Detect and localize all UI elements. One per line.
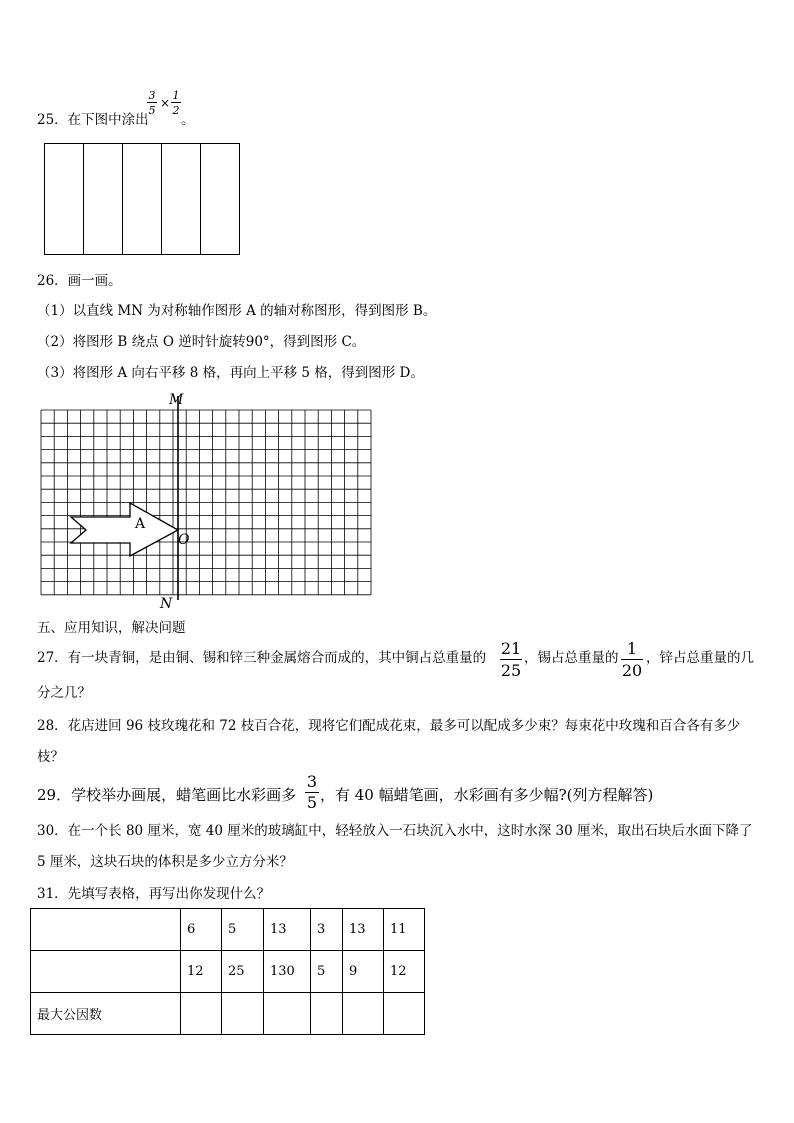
q29-frac-denominator: 5 [306,793,318,812]
table-cell: 9 [343,951,384,993]
table-row [31,993,425,1035]
q29-frac-numerator: 3 [306,772,318,791]
q25-rectangle-figure [44,143,241,256]
table-cell: 25 [222,951,264,993]
q27-frac1-bar [500,659,522,660]
table-cell: 3 [311,909,343,951]
q27-part2: ，锡占总重量的 [524,650,619,666]
table-cell: 11 [384,909,425,951]
table-cell: 5 [222,909,264,951]
table-cell[interactable] [264,993,311,1035]
table-cell: 12 [384,951,425,993]
table-cell: 13 [264,909,311,951]
table-cell: 13 [343,909,384,951]
table-cell[interactable] [222,993,264,1035]
table-cell: 6 [181,909,222,951]
q26-grid-figure [30,390,390,615]
q27-line2: 分之几？ [37,685,91,701]
q27-frac1-denominator: 25 [500,661,522,680]
q30-line1: 30．在一个长 80 厘米，宽 40 厘米的玻璃缸中，轻轻放入一石块沉入水中，这时水深 30 厘米，取出石块后水面下降了 [37,823,753,839]
shape-a [71,503,178,556]
table-row [31,951,425,993]
q25-frac2-bar [171,102,181,103]
q26-item-2: （2）将图形 B 绕点 O 逆时针旋转90°，得到图形 C。 [37,334,366,350]
q26-item-1: （1）以直线 MN 为对称轴作图形 A 的轴对称图形，得到图形 B。 [37,303,437,319]
q25-end: 。 [181,112,195,128]
q27-frac2-numerator: 1 [626,639,638,658]
q25-frac2-numerator: 1 [172,89,180,102]
table-cell[interactable] [311,993,343,1035]
q25-text: 25．在下图中涂出 [37,112,149,128]
table-cell: 5 [311,951,343,993]
table-cell[interactable] [384,993,425,1035]
q25-times: × [160,96,171,110]
table-cell: 最大公因数 [31,993,181,1035]
q27-frac2-bar [621,659,643,660]
label-n: N [160,596,173,612]
q25-frac1-denominator: 5 [148,104,156,117]
q31-table [30,908,425,1035]
q27-part3: ，锌占总重量的几 [646,650,754,666]
q31-title: 31．先填写表格，再写出你发现什么？ [37,886,271,902]
table-cell: 12 [181,951,222,993]
label-o: O [178,532,190,548]
q30-line2: 5 厘米，这块石块的体积是多少立方分米？ [37,854,293,870]
q29-part1: 29．学校举办画展，蜡笔画比水彩画多 [37,786,297,804]
q27-frac1-numerator: 21 [500,639,522,658]
grid-lines [41,410,371,595]
q28-line2: 枝？ [37,749,64,765]
label-a: A [135,516,146,532]
table-cell: 130 [264,951,311,993]
q27-part1: 27．有一块青铜，是由铜、锡和锌三种金属熔合而成的，其中铜占总重量的 [37,650,487,666]
q28-line1: 28．花店进回 96 枝玫瑰花和 72 枝百合花，现将它们配成花束，最多可以配成多少束？每束花中玫瑰和百合各有多少 [37,718,741,734]
q27-frac2-denominator: 20 [621,661,643,680]
q25-frac1-bar [147,102,157,103]
table-cell [31,909,181,951]
table-cell [31,951,181,993]
section5-title: 五、应用知识，解决问题 [37,620,186,636]
table-cell[interactable] [181,993,222,1035]
q26-title: 26．画一画。 [37,273,122,289]
q29-part2: ，有 40 幅蜡笔画，水彩画有多少幅?(列方程解答) [320,786,654,804]
label-m: M [169,392,184,408]
q26-item-3: （3）将图形 A 向右平移 8 格，再向上平移 5 格，得到图形 D。 [37,365,424,381]
q25-frac2-denominator: 2 [172,104,180,117]
table-row [31,909,425,951]
q25-frac1-numerator: 3 [148,89,156,102]
table-cell[interactable] [343,993,384,1035]
